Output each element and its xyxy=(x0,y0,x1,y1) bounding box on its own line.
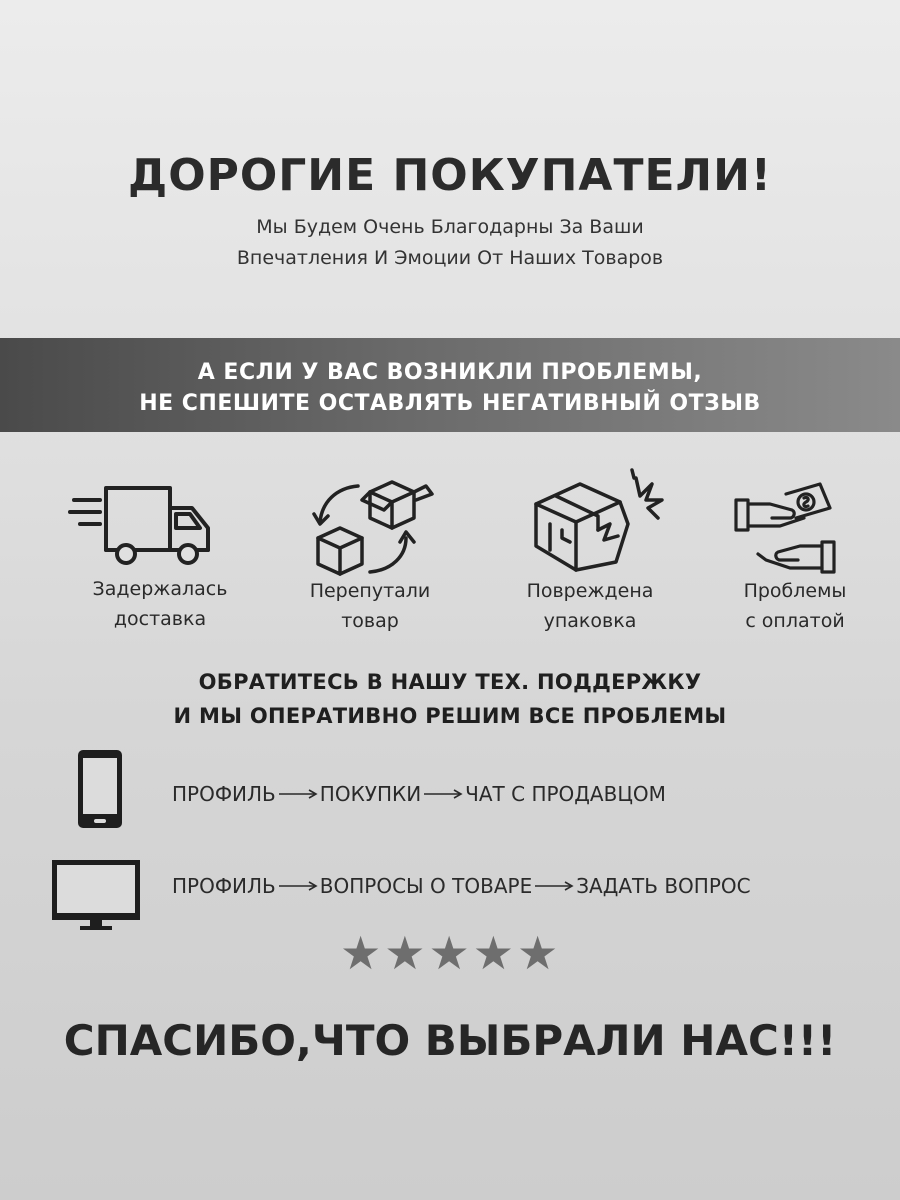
star-rating xyxy=(340,926,559,980)
star-icon: ★ xyxy=(472,926,514,980)
issue-label-line: Повреждена xyxy=(526,580,654,602)
issue-label-line: упаковка xyxy=(543,610,637,632)
support-cta-line: И МЫ ОПЕРАТИВНО РЕШИМ ВСЕ ПРОБЛЕМЫ xyxy=(173,704,727,728)
banner-line: А ЕСЛИ У ВАС ВОЗНИКЛИ ПРОБЛЕМЫ, xyxy=(197,360,703,385)
mobile-nav-path xyxy=(172,782,666,806)
delivery-truck-icon xyxy=(66,482,216,576)
banner-line: НЕ СПЕШИТЕ ОСТАВЛЯТЬ НЕГАТИВНЫЙ ОТЗЫВ xyxy=(139,391,761,416)
damaged-box-icon xyxy=(528,466,668,580)
monitor-icon xyxy=(50,858,142,936)
thank-you-message: СПАСИБО,ЧТО ВЫБРАЛИ НАС!!! xyxy=(63,1016,837,1065)
issue-label xyxy=(280,576,460,636)
arrow-right-icon xyxy=(533,880,575,892)
smartphone-icon xyxy=(76,748,124,834)
support-cta-line: ОБРАТИТЕСЬ В НАШУ ТЕХ. ПОДДЕРЖКУ xyxy=(198,670,702,694)
star-icon: ★ xyxy=(428,926,470,980)
path-step: ПРОФИЛЬ xyxy=(172,782,276,806)
issue-label xyxy=(715,576,875,636)
subtitle-line: Впечатления И Эмоции От Наших Товаров xyxy=(236,247,664,269)
arrow-right-icon xyxy=(422,788,464,800)
issue-label xyxy=(500,576,680,636)
path-step: ВОПРОСЫ О ТОВАРЕ xyxy=(319,874,533,898)
page-title: ДОРОГИЕ ПОКУПАТЕЛИ! xyxy=(128,150,772,201)
issue-label-line: товар xyxy=(341,610,399,632)
arrow-right-icon xyxy=(277,788,319,800)
desktop-nav-path xyxy=(172,874,751,898)
path-step: ПОКУПКИ xyxy=(319,782,422,806)
path-step: ЧАТ С ПРОДАВЦОМ xyxy=(465,782,666,806)
issue-label-line: доставка xyxy=(113,608,207,630)
path-step: ПРОФИЛЬ xyxy=(172,874,276,898)
issue-label-line: Перепутали xyxy=(309,580,431,602)
path-step: ЗАДАТЬ ВОПРОС xyxy=(576,874,751,898)
star-icon: ★ xyxy=(384,926,426,980)
star-icon: ★ xyxy=(517,926,559,980)
problem-banner xyxy=(0,338,900,432)
issue-label xyxy=(60,574,260,634)
subtitle-line: Мы Будем Очень Благодарны За Ваши xyxy=(256,216,644,238)
boxes-swap-icon xyxy=(308,472,438,586)
star-icon: ★ xyxy=(340,926,382,980)
issue-label-line: Проблемы xyxy=(743,580,847,602)
issue-label-line: Задержалась xyxy=(92,578,228,600)
page-subtitle xyxy=(0,212,900,274)
payment-hands-icon xyxy=(730,480,840,584)
arrow-right-icon xyxy=(277,880,319,892)
issue-label-line: с оплатой xyxy=(745,610,845,632)
